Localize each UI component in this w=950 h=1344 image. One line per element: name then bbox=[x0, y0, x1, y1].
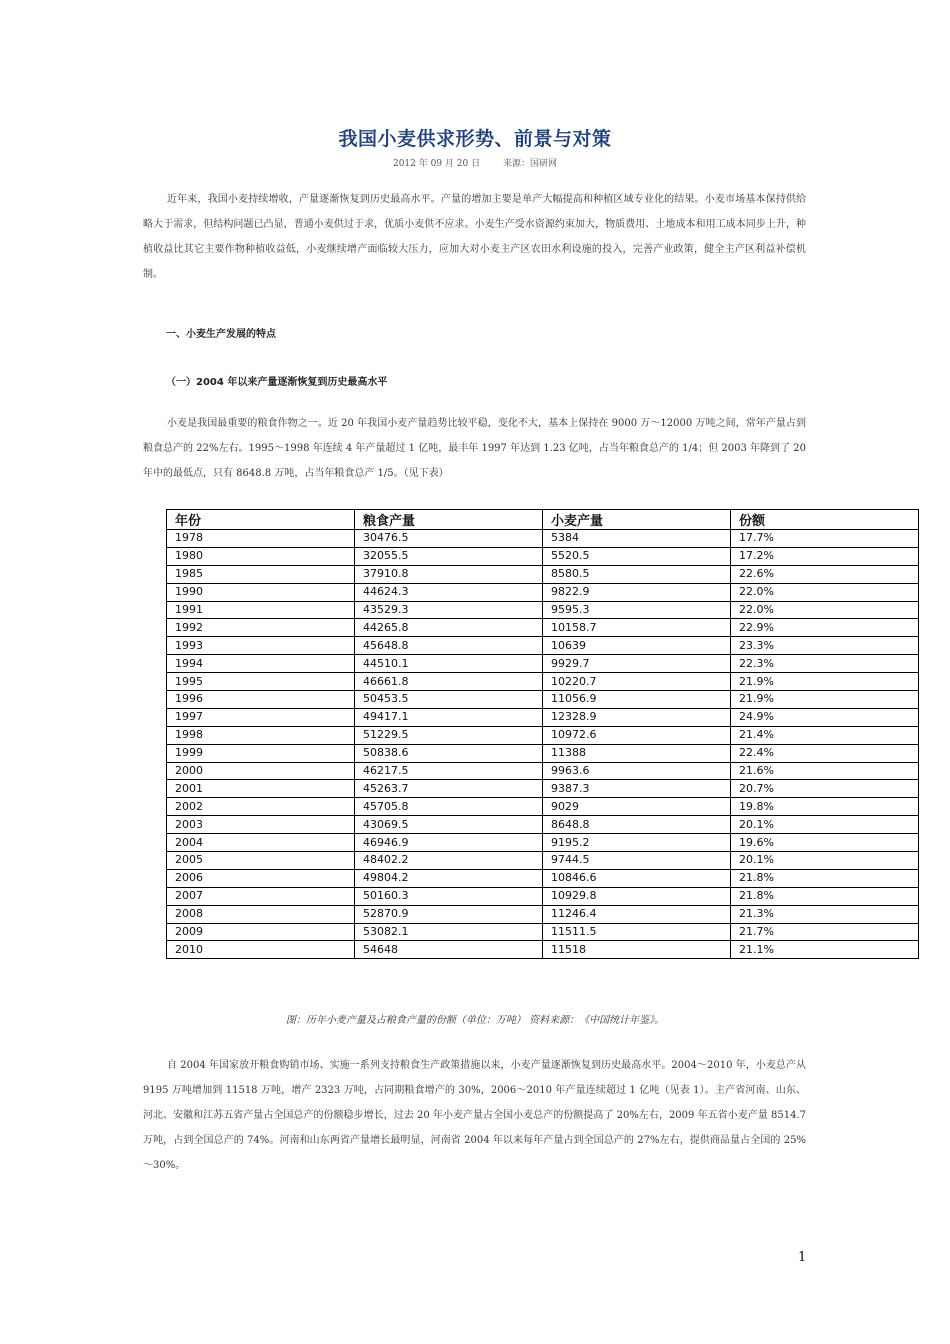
table-cell: 2006 bbox=[167, 869, 355, 887]
table-cell: 49804.2 bbox=[355, 869, 543, 887]
table-cell: 32055.5 bbox=[355, 547, 543, 565]
table-caption: 图：历年小麦产量及占粮食产量的份额（单位：万吨） 资料来源：《中国统计年鉴》。 bbox=[285, 1015, 665, 1026]
table-cell: 10846.6 bbox=[543, 869, 731, 887]
table-cell: 44624.3 bbox=[355, 583, 543, 601]
table-row bbox=[167, 547, 919, 565]
table-row bbox=[167, 869, 919, 887]
table-cell: 20.1% bbox=[731, 852, 919, 870]
table-cell: 11511.5 bbox=[543, 923, 731, 941]
table-row bbox=[167, 619, 919, 637]
table-cell: 45648.8 bbox=[355, 637, 543, 655]
table-cell: 2007 bbox=[167, 887, 355, 905]
table-cell: 21.4% bbox=[731, 726, 919, 744]
table-cell: 49417.1 bbox=[355, 708, 543, 726]
table-cell: 21.3% bbox=[731, 905, 919, 923]
table-cell: 45263.7 bbox=[355, 780, 543, 798]
table-cell: 46217.5 bbox=[355, 762, 543, 780]
table-header-row bbox=[167, 510, 919, 530]
table-cell: 11056.9 bbox=[543, 691, 731, 709]
table-cell: 8580.5 bbox=[543, 565, 731, 583]
table-cell: 1978 bbox=[167, 530, 355, 548]
table-row bbox=[167, 905, 919, 923]
table-cell: 1999 bbox=[167, 744, 355, 762]
table-cell: 22.3% bbox=[731, 655, 919, 673]
table-cell: 17.2% bbox=[731, 547, 919, 565]
table-cell: 9822.9 bbox=[543, 583, 731, 601]
table-cell: 1994 bbox=[167, 655, 355, 673]
table-cell: 2003 bbox=[167, 816, 355, 834]
table-cell: 24.9% bbox=[731, 708, 919, 726]
table-cell: 10972.6 bbox=[543, 726, 731, 744]
table-row bbox=[167, 673, 919, 691]
table-cell: 1993 bbox=[167, 637, 355, 655]
table-row bbox=[167, 708, 919, 726]
header-wheat-output: 小麦产量 bbox=[543, 510, 731, 530]
wheat-production-table bbox=[166, 509, 919, 959]
table-cell: 11246.4 bbox=[543, 905, 731, 923]
table-cell: 1992 bbox=[167, 619, 355, 637]
table-cell: 1997 bbox=[167, 708, 355, 726]
table-cell: 23.3% bbox=[731, 637, 919, 655]
table-cell: 10929.8 bbox=[543, 887, 731, 905]
section-heading-1: 一、小麦生产发展的特点 bbox=[166, 329, 276, 340]
publish-date: 2012 年 09 月 20 日 bbox=[392, 159, 481, 169]
table-cell: 12328.9 bbox=[543, 708, 731, 726]
table-cell: 53082.1 bbox=[355, 923, 543, 941]
subsection-heading-1: （一）2004 年以来产量逐渐恢复到历史最高水平 bbox=[166, 377, 388, 388]
table-row bbox=[167, 762, 919, 780]
table-cell: 9387.3 bbox=[543, 780, 731, 798]
table-cell: 2002 bbox=[167, 798, 355, 816]
table-cell: 10639 bbox=[543, 637, 731, 655]
page-number: 1 bbox=[798, 1250, 807, 1265]
table-cell: 2004 bbox=[167, 834, 355, 852]
table-cell: 5520.5 bbox=[543, 547, 731, 565]
table-row bbox=[167, 691, 919, 709]
table-cell: 1985 bbox=[167, 565, 355, 583]
header-share: 份额 bbox=[731, 510, 919, 530]
table-cell: 19.8% bbox=[731, 798, 919, 816]
table-cell: 50160.3 bbox=[355, 887, 543, 905]
table-cell: 2005 bbox=[167, 852, 355, 870]
header-year: 年份 bbox=[167, 510, 355, 530]
table-row bbox=[167, 780, 919, 798]
intro-paragraph: 近年来，我国小麦持续增收，产量逐渐恢复到历史最高水平。产量的增加主要是单产大幅提高和种植区域专业化的结果。小麦市场基本保持供给略大于需求，但结构问题已凸显，普通小麦供过于求，优质小麦供不应求。小麦生产受水资源约束加大，物质费用、土地成本和用工成本同步上升，种植收益比其它主要作物种植收益低，小麦继续增产面临较大压力，应加大对小麦主产区农田水利设施的投入，完善产业政策，健全主产区利益补偿机制。 bbox=[143, 194, 806, 280]
table-cell: 20.1% bbox=[731, 816, 919, 834]
table-cell: 8648.8 bbox=[543, 816, 731, 834]
table-cell: 21.8% bbox=[731, 887, 919, 905]
table-cell: 21.6% bbox=[731, 762, 919, 780]
table-row bbox=[167, 923, 919, 941]
table-cell: 9029 bbox=[543, 798, 731, 816]
table-row bbox=[167, 565, 919, 583]
table-cell: 2000 bbox=[167, 762, 355, 780]
table-cell: 10220.7 bbox=[543, 673, 731, 691]
table-cell: 21.1% bbox=[731, 941, 919, 959]
table-cell: 46661.8 bbox=[355, 673, 543, 691]
table-row bbox=[167, 941, 919, 959]
table-row bbox=[167, 637, 919, 655]
table-row bbox=[167, 816, 919, 834]
body-paragraph-2: 小麦是我国最重要的粮食作物之一。近 20 年我国小麦产量趋势比较平稳，变化不大，基本上保持在 9000 万～12000 万吨之间，常年产量占到粮食总产的 22%左右。1995～1998 年连续 4 年产量超过 1 亿吨，最丰年 1997 年达到 1.23 亿吨，占当年粮食总产的 1/4；但 2003 年降到了 20 年中的最低点，只有 8648.8 万吨，占当年粮食总产 1/5。（见下表） bbox=[143, 418, 806, 479]
table-cell: 10158.7 bbox=[543, 619, 731, 637]
table-cell: 44265.8 bbox=[355, 619, 543, 637]
table-cell: 2008 bbox=[167, 905, 355, 923]
table-cell: 22.4% bbox=[731, 744, 919, 762]
table-cell: 21.9% bbox=[731, 673, 919, 691]
table-cell: 1998 bbox=[167, 726, 355, 744]
header-grain-output: 粮食产量 bbox=[355, 510, 543, 530]
table-body bbox=[167, 530, 919, 959]
table-row bbox=[167, 834, 919, 852]
article-source: 来源：国研网 bbox=[502, 159, 557, 169]
table-cell: 2001 bbox=[167, 780, 355, 798]
table-row bbox=[167, 655, 919, 673]
table-cell: 5384 bbox=[543, 530, 731, 548]
table-cell: 45705.8 bbox=[355, 798, 543, 816]
table-cell: 22.6% bbox=[731, 565, 919, 583]
table-cell: 2010 bbox=[167, 941, 355, 959]
table-cell: 50838.6 bbox=[355, 744, 543, 762]
table-row bbox=[167, 852, 919, 870]
table-cell: 51229.5 bbox=[355, 726, 543, 744]
table-cell: 21.7% bbox=[731, 923, 919, 941]
table-cell: 22.9% bbox=[731, 619, 919, 637]
table-cell: 1990 bbox=[167, 583, 355, 601]
table-row bbox=[167, 583, 919, 601]
table-cell: 2009 bbox=[167, 923, 355, 941]
table-row bbox=[167, 887, 919, 905]
table-row bbox=[167, 744, 919, 762]
table-cell: 30476.5 bbox=[355, 530, 543, 548]
table-cell: 9195.2 bbox=[543, 834, 731, 852]
table-row bbox=[167, 798, 919, 816]
table-cell: 44510.1 bbox=[355, 655, 543, 673]
table-cell: 9744.5 bbox=[543, 852, 731, 870]
table-cell: 43069.5 bbox=[355, 816, 543, 834]
table-cell: 1991 bbox=[167, 601, 355, 619]
table-cell: 46946.9 bbox=[355, 834, 543, 852]
table-cell: 37910.8 bbox=[355, 565, 543, 583]
table-cell: 1996 bbox=[167, 691, 355, 709]
body-paragraph-3: 自 2004 年国家放开粮食购销市场、实施一系列支持粮食生产政策措施以来，小麦产量逐渐恢复到历史最高水平。2004～2010 年，小麦总产从 9195 万吨增加到 11518 万吨，增产 2323 万吨，占同期粮食增产的 30%，2006～2010 年产量连续超过 1 亿吨（见表 1）。主产省河南、山东、河北、安徽和江苏五省产量占全国总产的份额稳步增长，过去 20 年小麦产量占全国小麦总产的份额提高了 20%左右，2009 年五省小麦产量 8514.7 万吨，占到全国总产的 74%。河南和山东两省产量增长最明显，河南省 2004 年以来每年产量占到全国总产的 27%左右，提供商品量占全国的 25%～30%。 bbox=[143, 1060, 806, 1171]
table-cell: 11388 bbox=[543, 744, 731, 762]
page-title: 我国小麦供求形势、前景与对策 bbox=[338, 128, 612, 150]
table-cell: 9595.3 bbox=[543, 601, 731, 619]
table-cell: 22.0% bbox=[731, 583, 919, 601]
table-row bbox=[167, 530, 919, 548]
table-cell: 22.0% bbox=[731, 601, 919, 619]
table-cell: 50453.5 bbox=[355, 691, 543, 709]
article-meta bbox=[0, 156, 950, 169]
table-cell: 1995 bbox=[167, 673, 355, 691]
table-cell: 20.7% bbox=[731, 780, 919, 798]
table-cell: 54648 bbox=[355, 941, 543, 959]
table-cell: 19.6% bbox=[731, 834, 919, 852]
table-cell: 9963.6 bbox=[543, 762, 731, 780]
table-cell: 21.8% bbox=[731, 869, 919, 887]
table-cell: 1980 bbox=[167, 547, 355, 565]
table-cell: 17.7% bbox=[731, 530, 919, 548]
table-row bbox=[167, 726, 919, 744]
table-cell: 21.9% bbox=[731, 691, 919, 709]
table-row bbox=[167, 601, 919, 619]
table-cell: 48402.2 bbox=[355, 852, 543, 870]
table-cell: 9929.7 bbox=[543, 655, 731, 673]
table-cell: 43529.3 bbox=[355, 601, 543, 619]
table-cell: 11518 bbox=[543, 941, 731, 959]
table-cell: 52870.9 bbox=[355, 905, 543, 923]
